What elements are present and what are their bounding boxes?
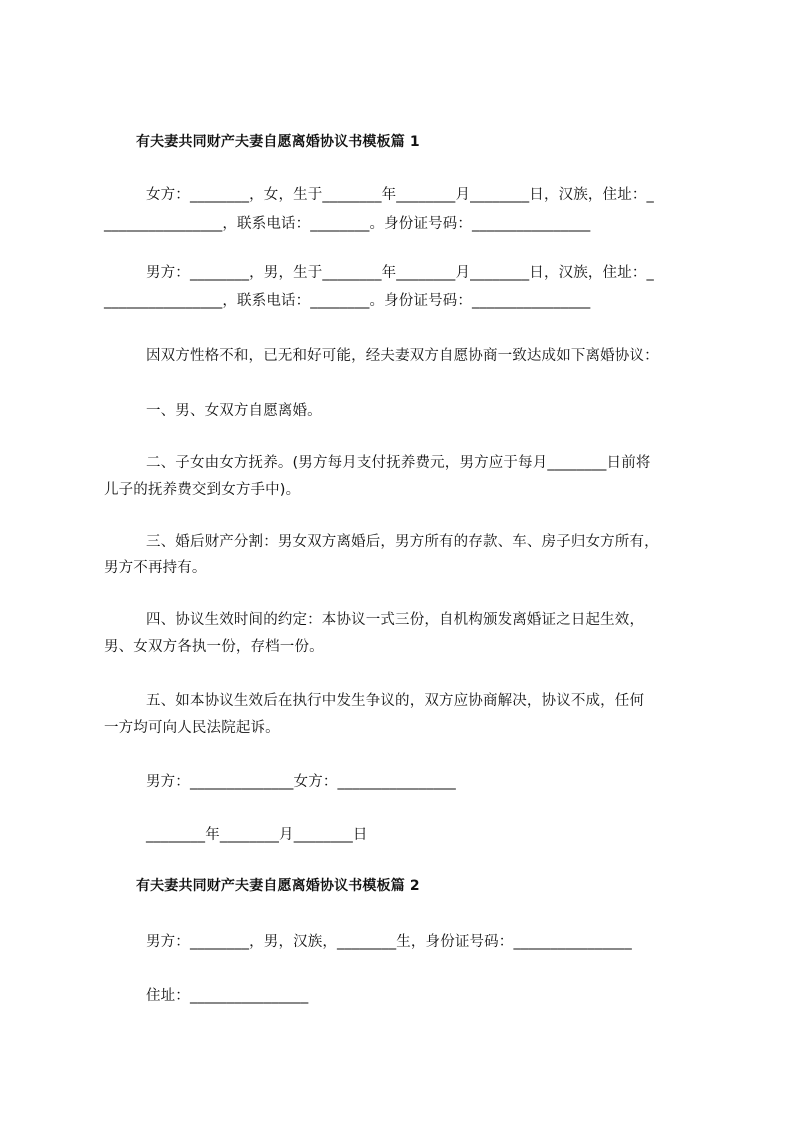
section1-title: 有夫妻共同财产夫妻自愿离婚协议书模板篇 1: [136, 134, 420, 150]
clause-4-line1: 四、协议生效时间的约定：本协议一式三份，自机构颁发离婚证之日起生效，: [146, 612, 645, 628]
clause-1: 一、男、女双方自愿离婚。: [146, 403, 322, 419]
female-info-line1: 女方：________，女，生于________年________月________日，汉族，住址：_: [146, 187, 654, 203]
clause-4-line2: 男、女双方各执一份，存档一份。: [104, 639, 324, 655]
male-info-line1: 男方：________，男，生于________年________月________日，汉族，住址：_: [146, 265, 654, 281]
date-line: ________年________月________日: [146, 827, 368, 843]
section2-title: 有夫妻共同财产夫妻自愿离婚协议书模板篇 2: [136, 878, 420, 894]
clause-3-line2: 男方不再持有。: [104, 560, 207, 576]
signature-line: 男方：______________女方：________________: [146, 774, 456, 790]
female-info-line2: ________________，联系电话：________。身份证号码：________________: [104, 216, 591, 232]
clause-2-line2: 儿子的抚养费交到女方手中)。: [104, 482, 301, 498]
clause-5-line2: 一方均可向人民法院起诉。: [104, 720, 280, 736]
clause-3-line1: 三、婚后财产分割：男女双方离婚后，男方所有的存款、车、房子归女方所有，: [146, 534, 659, 550]
male-info-line2: ________________，联系电话：________。身份证号码：________________: [104, 293, 591, 309]
section2-male-line: 男方：________，男，汉族，________生，身份证号码：________________: [146, 934, 632, 950]
clause-5-line1: 五、如本协议生效后在执行中发生争议的，双方应协商解决，协议不成，任何: [146, 693, 645, 709]
section2-address-line: 住址：________________: [146, 988, 309, 1004]
preamble-text: 因双方性格不和，已无和好可能，经夫妻双方自愿协商一致达成如下离婚协议：: [146, 348, 659, 364]
clause-2-line1: 二、子女由女方抚养。(男方每月支付抚养费元，男方应于每月________日前将: [146, 455, 651, 471]
